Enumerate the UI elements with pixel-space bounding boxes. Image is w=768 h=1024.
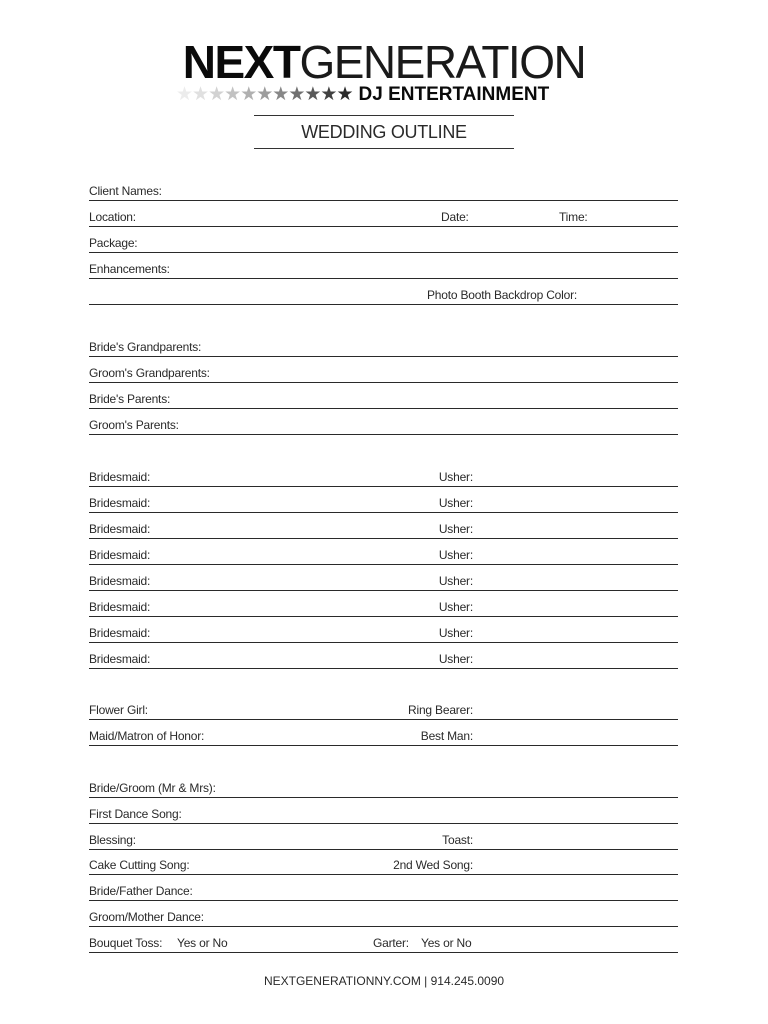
blessing-toast-row[interactable] xyxy=(89,829,678,850)
family-label: Groom's Grandparents: xyxy=(89,366,210,380)
garter-label: Garter: xyxy=(373,936,409,950)
bouquet-garter-row[interactable] xyxy=(89,932,678,953)
enhancements-label: Enhancements: xyxy=(89,262,170,276)
grooms-grandparents-field[interactable] xyxy=(89,362,678,383)
package-field[interactable] xyxy=(89,232,678,253)
second-wed-song-label: 2nd Wed Song: xyxy=(393,858,473,872)
groom-mother-label: Groom/Mother Dance: xyxy=(89,910,204,924)
star-icon: ★ xyxy=(272,84,289,105)
bride-father-label: Bride/Father Dance: xyxy=(89,884,193,898)
bridesmaid-usher-row[interactable] xyxy=(89,466,678,487)
bridesmaid-usher-row[interactable] xyxy=(89,596,678,617)
bridesmaid-usher-row[interactable] xyxy=(89,570,678,591)
maid-best-man-row[interactable] xyxy=(89,725,678,746)
garter-choice[interactable]: Yes or No xyxy=(421,936,472,950)
bridesmaid-label: Bridesmaid: xyxy=(89,522,151,536)
usher-label: Usher: xyxy=(438,574,473,588)
footer-contact: NEXTGENERATIONNY.COM | 914.245.0090 xyxy=(263,974,505,988)
brand-tagline-row xyxy=(176,84,600,106)
form-title: WEDDING OUTLINE xyxy=(254,115,514,149)
bridesmaid-usher-row[interactable] xyxy=(89,648,678,669)
bridesmaid-usher-row[interactable] xyxy=(89,544,678,565)
ring-bearer-label: Ring Bearer: xyxy=(408,703,473,717)
brand-name-bold: NEXT xyxy=(182,36,300,88)
bridesmaid-label: Bridesmaid: xyxy=(89,600,151,614)
first-dance-field[interactable] xyxy=(89,803,678,824)
best-man-label: Best Man: xyxy=(420,729,473,743)
star-icon: ★ xyxy=(224,84,241,105)
star-icon: ★ xyxy=(288,84,305,105)
package-label: Package: xyxy=(89,236,138,250)
bouquet-toss-label: Bouquet Toss: xyxy=(89,936,163,950)
usher-label: Usher: xyxy=(438,652,473,666)
bridesmaid-label: Bridesmaid: xyxy=(89,470,151,484)
bridesmaid-usher-row[interactable] xyxy=(89,518,678,539)
family-label: Groom's Parents: xyxy=(89,418,179,432)
photo-booth-label: Photo Booth Backdrop Color: xyxy=(427,288,578,302)
first-dance-label: First Dance Song: xyxy=(89,807,182,821)
brides-parents-field[interactable] xyxy=(89,388,678,409)
bridesmaid-label: Bridesmaid: xyxy=(89,574,151,588)
usher-label: Usher: xyxy=(438,496,473,510)
star-icon: ★ xyxy=(304,84,321,105)
bouquet-choice[interactable]: Yes or No xyxy=(177,936,228,950)
star-icon: ★ xyxy=(208,84,225,105)
bridesmaid-usher-row[interactable] xyxy=(89,492,678,513)
location-date-time-field[interactable] xyxy=(89,206,678,227)
cake-cutting-label: Cake Cutting Song: xyxy=(89,858,190,872)
photo-booth-field[interactable] xyxy=(89,284,678,305)
usher-label: Usher: xyxy=(438,548,473,562)
bridesmaid-label: Bridesmaid: xyxy=(89,652,151,666)
brand-name-light: GENERATION xyxy=(299,36,586,88)
toast-label: Toast: xyxy=(442,833,473,847)
star-rating-decoration xyxy=(176,84,353,106)
blessing-label: Blessing: xyxy=(89,833,136,847)
star-icon: ★ xyxy=(176,84,193,105)
date-label: Date: xyxy=(441,210,469,224)
star-icon: ★ xyxy=(192,84,209,105)
bridesmaid-label: Bridesmaid: xyxy=(89,626,151,640)
usher-label: Usher: xyxy=(438,626,473,640)
usher-label: Usher: xyxy=(438,600,473,614)
usher-label: Usher: xyxy=(438,470,473,484)
flower-girl-ring-bearer-row[interactable] xyxy=(89,699,678,720)
grooms-parents-field[interactable] xyxy=(89,414,678,435)
bride-groom-field[interactable] xyxy=(89,777,678,798)
star-icon: ★ xyxy=(320,84,337,105)
location-label: Location: xyxy=(89,210,136,224)
star-icon: ★ xyxy=(336,84,353,105)
star-icon: ★ xyxy=(240,84,257,105)
family-label: Bride's Grandparents: xyxy=(89,340,202,354)
bridesmaid-usher-row[interactable] xyxy=(89,622,678,643)
enhancements-field[interactable] xyxy=(89,258,678,279)
client-names-label: Client Names: xyxy=(89,184,162,198)
maid-matron-label: Maid/Matron of Honor: xyxy=(89,729,205,743)
time-label: Time: xyxy=(559,210,588,224)
bridesmaid-label: Bridesmaid: xyxy=(89,496,151,510)
bridesmaid-label: Bridesmaid: xyxy=(89,548,151,562)
brand-logo xyxy=(0,36,768,88)
bride-father-dance-field[interactable] xyxy=(89,880,678,901)
flower-girl-label: Flower Girl: xyxy=(89,703,148,717)
client-names-field[interactable] xyxy=(89,180,678,201)
family-label: Bride's Parents: xyxy=(89,392,171,406)
groom-mother-dance-field[interactable] xyxy=(89,906,678,927)
brides-grandparents-field[interactable] xyxy=(89,336,678,357)
cake-second-wed-row[interactable] xyxy=(89,854,678,875)
bride-groom-label: Bride/Groom (Mr & Mrs): xyxy=(89,781,216,795)
usher-label: Usher: xyxy=(438,522,473,536)
brand-tagline: DJ ENTERTAINMENT xyxy=(358,84,550,105)
star-icon: ★ xyxy=(256,84,273,105)
